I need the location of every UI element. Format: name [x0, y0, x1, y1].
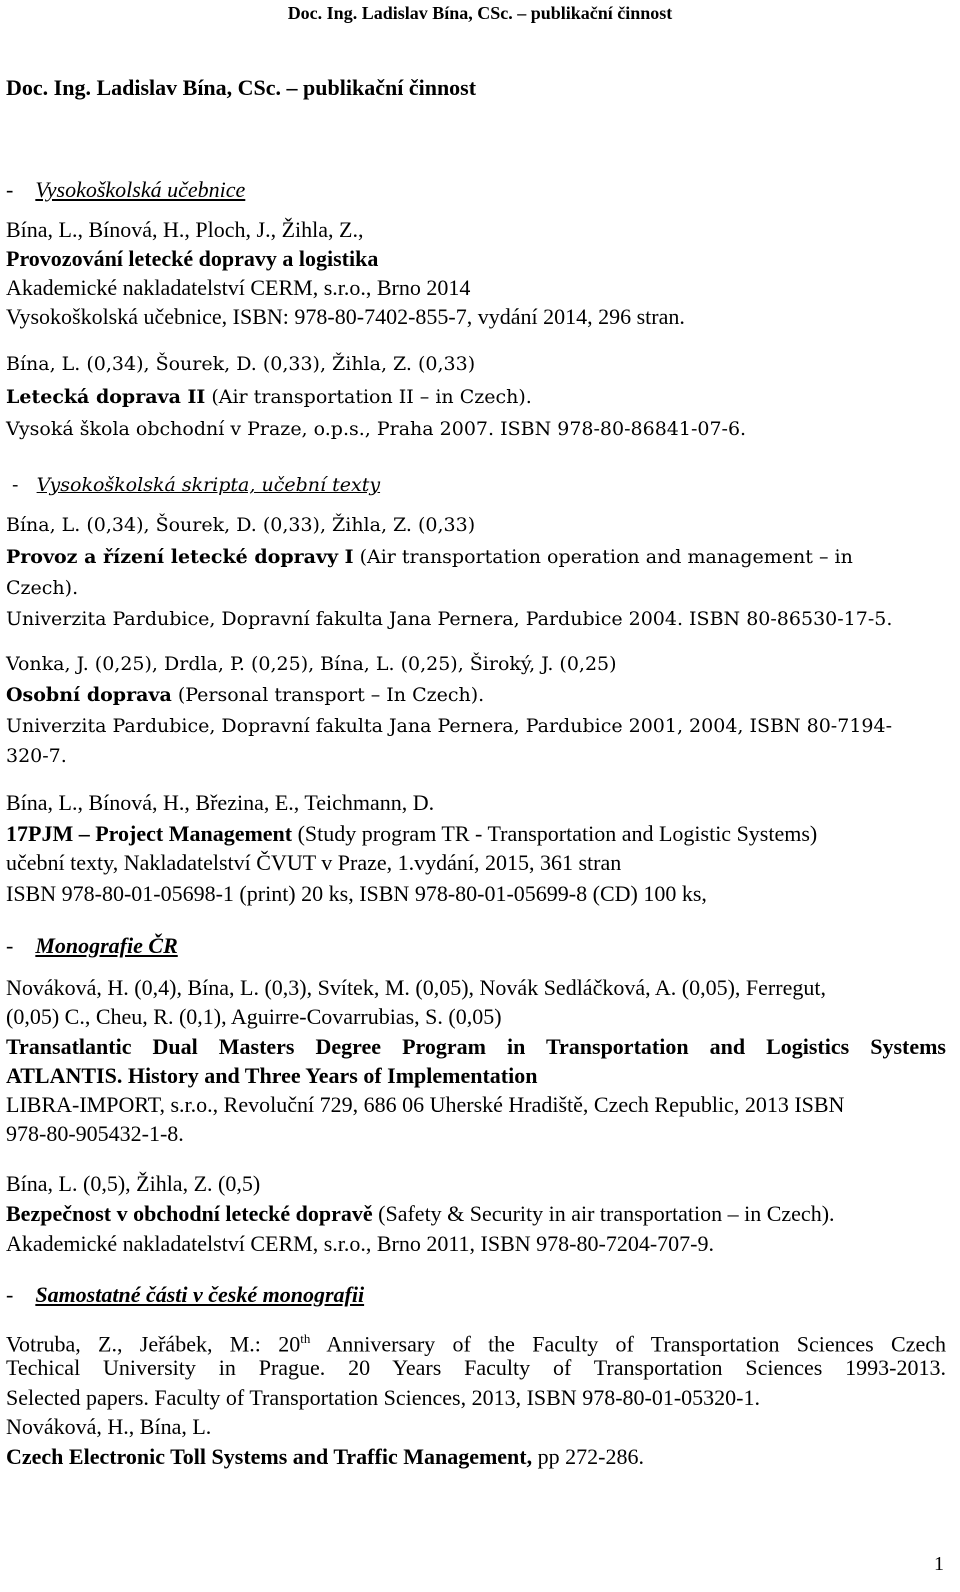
- entry-4-authors: Vonka, J. (0,25), Drdla, P. (0,25), Bína, L. (0,25), Široký, J. (0,25): [6, 653, 617, 675]
- entry-4-title: Osobní doprava: [6, 684, 172, 706]
- entry-1-detail: Vysokoškolská učebnice, ISBN: 978-80-7402-855-7, vydání 2014, 296 stran.: [6, 304, 685, 329]
- superscript-th: th: [300, 1331, 311, 1346]
- page-header: Doc. Ing. Ladislav Bína, CSc. – publikační činnost: [287, 3, 673, 23]
- entry-2-title-line: [6, 383, 532, 411]
- entry-4-publisher-cont: 320-7.: [6, 745, 67, 767]
- section-heading-scripts: [6, 471, 380, 499]
- entry-7-title-line: [6, 1200, 835, 1228]
- document-title: Doc. Ing. Ladislav Bína, CSc. – publikační činnost: [6, 75, 477, 100]
- entry-5-title: 17PJM – Project Management: [6, 821, 293, 846]
- section-heading-textbook: [6, 176, 245, 204]
- section-heading-monograph-parts: [6, 1281, 364, 1309]
- entry-8-line-2: Techical University in Prague. 20 Years Faculty of Transportation Sciences 1993-2013.: [6, 1355, 946, 1380]
- section-title: Vysokoškolská skripta, učební texty: [36, 474, 381, 496]
- section-title: Samostatné části v české monografii: [35, 1282, 365, 1307]
- entry-3-title: Provoz a řízení letecké dopravy I: [6, 546, 354, 568]
- entry-4-title-rest: (Personal transport – In Czech).: [171, 684, 485, 706]
- entry-7-title-rest: (Safety & Security in air transportation – in Czech).: [372, 1201, 835, 1226]
- entry-7-title: Bezpečnost v obchodní letecké dopravě: [6, 1201, 373, 1226]
- entry-1-title: Provozování letecké dopravy a logistika: [6, 246, 379, 271]
- entry-6-publisher: LIBRA-IMPORT, s.r.o., Revoluční 729, 686 06 Uherské Hradiště, Czech Republic, 2013 ISBN: [6, 1092, 845, 1117]
- entry-3-title-line: [6, 543, 853, 571]
- entry-8-title-line: [6, 1443, 644, 1471]
- section-title: Monografie ČR: [35, 933, 178, 958]
- entry-8-title: Czech Electronic Toll Systems and Traffic Management,: [6, 1444, 533, 1469]
- entry-8-line-1-rest: Anniversary of the Faculty of Transportation Sciences Czech: [310, 1331, 946, 1357]
- entry-2-authors: Bína, L. (0,34), Šourek, D. (0,33), Žihla, Z. (0,33): [6, 353, 476, 375]
- entry-3-title-cont: Czech).: [6, 577, 79, 599]
- bullet-dash: -: [6, 177, 14, 202]
- entry-4-publisher: Univerzita Pardubice, Dopravní fakulta Jana Pernera, Pardubice 2001, 2004, ISBN 80-7194-: [6, 715, 893, 737]
- entry-5-title-line: [6, 820, 817, 848]
- entry-1-publisher: Akademické nakladatelství CERM, s.r.o., Brno 2014: [6, 275, 471, 300]
- entry-5-line-3: ISBN 978-80-01-05698-1 (print) 20 ks, ISBN 978-80-01-05699-8 (CD) 100 ks,: [6, 881, 707, 906]
- entry-7-publisher: Akademické nakladatelství CERM, s.r.o., Brno 2011, ISBN 978-80-7204-707-9.: [6, 1231, 714, 1256]
- entry-4-title-line: [6, 681, 484, 709]
- entry-1-authors: Bína, L., Bínová, H., Ploch, J., Žihla, Z.,: [6, 217, 364, 242]
- bullet-dash: -: [6, 933, 14, 958]
- entry-6-publisher-cont: 978-80-905432-1-8.: [6, 1121, 184, 1146]
- entry-2-title-rest: (Air transportation II – in Czech).: [205, 386, 532, 408]
- entry-3-publisher: Univerzita Pardubice, Dopravní fakulta Jana Pernera, Pardubice 2004. ISBN 80-86530-17-5.: [6, 608, 893, 630]
- entry-6-title-cont: ATLANTIS. History and Three Years of Implementation: [6, 1063, 538, 1088]
- entry-8-line-3: Selected papers. Faculty of Transportation Sciences, 2013, ISBN 978-80-01-05320-1.: [6, 1385, 760, 1410]
- entry-7-authors: Bína, L. (0,5), Žihla, Z. (0,5): [6, 1171, 261, 1196]
- page-number: 1: [934, 1553, 944, 1575]
- entry-3-authors: Bína, L. (0,34), Šourek, D. (0,33), Žihla, Z. (0,33): [6, 514, 476, 536]
- entry-2-title: Letecká doprava II: [6, 386, 206, 408]
- entry-3-title-rest: (Air transportation operation and management – in: [353, 546, 853, 568]
- section-heading-monograph: [6, 932, 178, 960]
- entry-8-line-4: Nováková, H., Bína, L.: [6, 1414, 212, 1439]
- bullet-dash: -: [6, 1282, 14, 1307]
- section-title: Vysokoškolská učebnice: [35, 177, 246, 202]
- entry-6-title: Transatlantic Dual Masters Degree Program in Transportation and Logistics Systems: [6, 1034, 946, 1059]
- bullet-dash: -: [12, 474, 19, 496]
- entry-5-line-2: učební texty, Nakladatelství ČVUT v Praze, 1.vydání, 2015, 361 stran: [6, 850, 622, 875]
- entry-8-title-rest: pp 272-286.: [532, 1444, 644, 1469]
- entry-6-authors-cont: (0,05) C., Cheu, R. (0,1), Aguirre-Covarrubias, S. (0,05): [6, 1004, 502, 1029]
- entry-5-authors: Bína, L., Bínová, H., Březina, E., Teichmann, D.: [6, 790, 435, 815]
- entry-2-publisher: Vysoká škola obchodní v Praze, o.p.s., Praha 2007. ISBN 978-80-86841-07-6.: [6, 418, 747, 440]
- entry-6-authors: Nováková, H. (0,4), Bína, L. (0,3), Svítek, M. (0,05), Novák Sedláčková, A. (0,05), Ferregut,: [6, 975, 826, 1000]
- entry-8-authors: Votruba, Z., Jeřábek, M.: 20: [6, 1331, 301, 1357]
- entry-5-title-rest: (Study program TR - Transportation and Logistic Systems): [292, 821, 818, 846]
